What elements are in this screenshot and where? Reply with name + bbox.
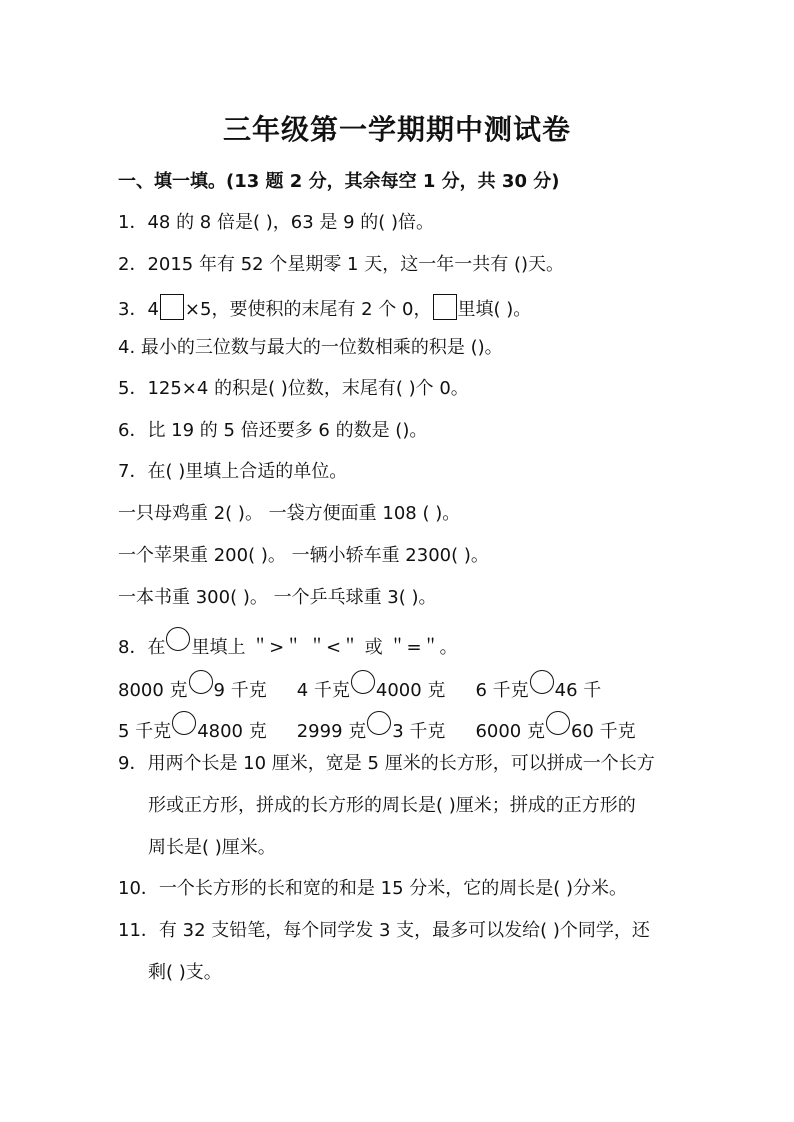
- question-9-line-1: 9．用两个长是 10 厘米，宽是 5 厘米的长方形，可以拼成一个长方: [118, 753, 655, 774]
- question-1: 1．48 的 8 倍是( )，63 是 9 的( )倍。: [118, 212, 435, 233]
- question-9-line-2: 形或正方形，拼成的长方形的周长是( )厘米；拼成的正方形的: [148, 795, 636, 816]
- compare-2b-left: 2999 克: [296, 721, 367, 742]
- question-7-line-3: 一本书重 300( )。 一个乒乓球重 3( )。: [118, 587, 437, 608]
- circle-blank-icon: [189, 670, 213, 694]
- circle-blank-icon: [367, 711, 391, 735]
- compare-1b-right: 4000 克: [375, 680, 446, 701]
- circle-blank-icon: [351, 670, 375, 694]
- question-9-line-3: 周长是( )厘米。: [148, 837, 276, 858]
- question-11-line-1: 11．有 32 支铅笔，每个同学发 3 支，最多可以发给( )个同学，还: [118, 920, 650, 941]
- question-3-part-c: 里填( )。: [457, 299, 532, 320]
- compare-1c-right: 46 千: [554, 680, 602, 701]
- question-2: 2．2015 年有 52 个星期零 1 天，这一年一共有 ()天。: [118, 254, 564, 275]
- compare-1a-left: 8000 克: [118, 680, 188, 701]
- question-7-line-2: 一个苹果重 200( )。 一辆小轿车重 2300( )。: [118, 545, 489, 566]
- question-8: [118, 627, 458, 660]
- square-blank-icon: [160, 294, 184, 320]
- section-1-heading: 一、填一填。(13 题 2 分，其余每空 1 分，共 30 分): [118, 171, 560, 192]
- question-7-line-1: 一只母鸡重 2( )。 一袋方便面重 108 ( )。: [118, 503, 461, 524]
- compare-2c-left: 6000 克: [475, 721, 545, 742]
- question-3-part-b: ×5，要使积的末尾有 2 个 0，: [184, 299, 432, 320]
- compare-2b-right: 3 千克: [392, 721, 446, 742]
- square-blank-icon: [433, 294, 457, 320]
- question-8-part-a: 8．在: [118, 637, 166, 658]
- question-10: 10．一个长方形的长和宽的和是 15 分米，它的周长是( )分米。: [118, 878, 628, 899]
- question-8-row-2: [118, 711, 636, 744]
- question-8-part-b: 里填上 ＂>＂ ＂<＂ 或 ＂=＂。: [191, 637, 458, 658]
- circle-blank-icon: [530, 670, 554, 694]
- question-5: 5．125×4 的积是( )位数，末尾有( )个 0。: [118, 378, 469, 399]
- question-6: 6．比 19 的 5 倍还要多 6 的数是 ()。: [118, 420, 428, 441]
- circle-blank-icon: [546, 711, 570, 735]
- circle-blank-icon: [166, 627, 190, 651]
- compare-1b-left: 4 千克: [296, 680, 350, 701]
- circle-blank-icon: [172, 711, 196, 735]
- compare-2c-right: 60 千克: [570, 721, 636, 742]
- question-7: 7．在( )里填上合适的单位。: [118, 461, 348, 482]
- compare-2a-right: 4800 克: [197, 721, 267, 742]
- question-8-row-1: [118, 670, 601, 703]
- compare-1a-right: 9 千克: [213, 680, 267, 701]
- compare-2a-left: 5 千克: [118, 721, 172, 742]
- page-title: 三年级第一学期期中测试卷: [222, 113, 571, 146]
- question-3-part-a: 3．4: [118, 299, 159, 320]
- question-4: 4. 最小的三位数与最大的一位数相乘的积是 ()。: [118, 337, 503, 358]
- question-11-line-2: 剩( )支。: [148, 962, 222, 983]
- question-3: [118, 294, 531, 322]
- compare-1c-left: 6 千克: [475, 680, 529, 701]
